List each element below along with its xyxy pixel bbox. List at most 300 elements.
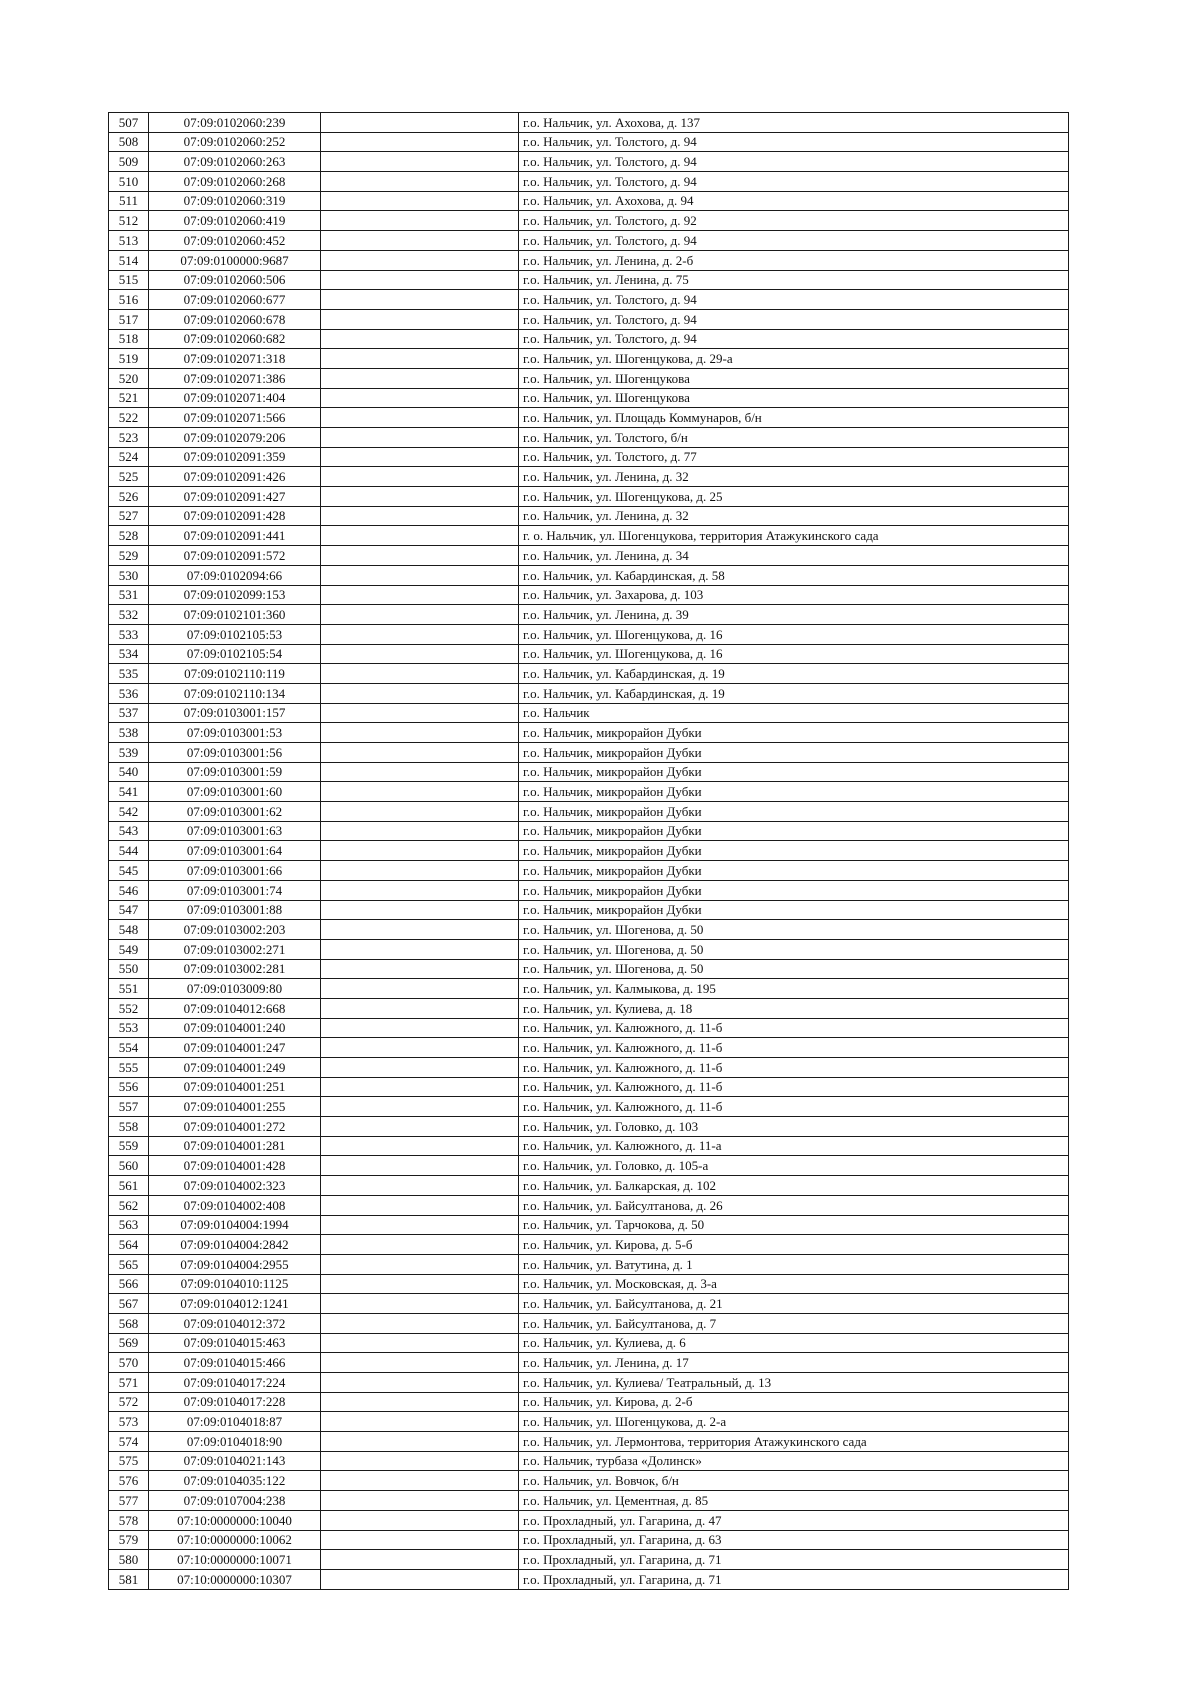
table-row bbox=[109, 526, 1069, 546]
row-number: 568 bbox=[109, 1313, 149, 1333]
cadastral-number: 07:09:0104012:1241 bbox=[149, 1294, 321, 1314]
empty-cell bbox=[321, 1451, 519, 1471]
table-row bbox=[109, 1392, 1069, 1412]
row-number: 581 bbox=[109, 1569, 149, 1589]
empty-cell bbox=[321, 1097, 519, 1117]
address: г.о. Нальчик, ул. Толстого, д. 94 bbox=[519, 231, 1069, 251]
empty-cell bbox=[321, 861, 519, 881]
address: г.о. Прохладный, ул. Гагарина, д. 71 bbox=[519, 1550, 1069, 1570]
empty-cell bbox=[321, 979, 519, 999]
table-row bbox=[109, 683, 1069, 703]
row-number: 562 bbox=[109, 1195, 149, 1215]
address: г.о. Прохладный, ул. Гагарина, д. 63 bbox=[519, 1530, 1069, 1550]
row-number: 552 bbox=[109, 998, 149, 1018]
cadastral-number: 07:09:0102060:506 bbox=[149, 270, 321, 290]
empty-cell bbox=[321, 1274, 519, 1294]
address: г.о. Нальчик, ул. Балкарская, д. 102 bbox=[519, 1176, 1069, 1196]
table-row bbox=[109, 487, 1069, 507]
row-number: 538 bbox=[109, 723, 149, 743]
empty-cell bbox=[321, 1058, 519, 1078]
cadastral-number: 07:09:0104002:323 bbox=[149, 1176, 321, 1196]
cadastral-number: 07:09:0102105:53 bbox=[149, 624, 321, 644]
row-number: 579 bbox=[109, 1530, 149, 1550]
table-row bbox=[109, 1097, 1069, 1117]
row-number: 509 bbox=[109, 152, 149, 172]
cadastral-number: 07:09:0102060:452 bbox=[149, 231, 321, 251]
cadastral-number: 07:09:0104021:143 bbox=[149, 1451, 321, 1471]
table-row bbox=[109, 329, 1069, 349]
empty-cell bbox=[321, 467, 519, 487]
address: г.о. Нальчик, ул. Ахохова, д. 137 bbox=[519, 113, 1069, 133]
address: г.о. Нальчик, ул. Кулиева, д. 18 bbox=[519, 998, 1069, 1018]
table-row bbox=[109, 1333, 1069, 1353]
address: г.о. Нальчик, ул. Ленина, д. 17 bbox=[519, 1353, 1069, 1373]
address: г.о. Нальчик, ул. Тарчокова, д. 50 bbox=[519, 1215, 1069, 1235]
registry-table bbox=[108, 112, 1069, 1590]
cadastral-number: 07:09:0102060:239 bbox=[149, 113, 321, 133]
cadastral-number: 07:09:0102071:386 bbox=[149, 368, 321, 388]
address: г.о. Нальчик, ул. Кабардинская, д. 58 bbox=[519, 565, 1069, 585]
cadastral-number: 07:09:0102060:268 bbox=[149, 172, 321, 192]
empty-cell bbox=[321, 1136, 519, 1156]
table-row bbox=[109, 1373, 1069, 1393]
row-number: 510 bbox=[109, 172, 149, 192]
row-number: 533 bbox=[109, 624, 149, 644]
cadastral-number: 07:09:0107004:238 bbox=[149, 1491, 321, 1511]
row-number: 529 bbox=[109, 546, 149, 566]
address: г.о. Нальчик, ул. Калюжного, д. 11-б bbox=[519, 1058, 1069, 1078]
address: г.о. Нальчик, микрорайон Дубки bbox=[519, 880, 1069, 900]
empty-cell bbox=[321, 1569, 519, 1589]
cadastral-number: 07:09:0104018:87 bbox=[149, 1412, 321, 1432]
address: г.о. Нальчик, ул. Калюжного, д. 11-а bbox=[519, 1136, 1069, 1156]
cadastral-number: 07:09:0102110:119 bbox=[149, 664, 321, 684]
cadastral-number: 07:09:0102094:66 bbox=[149, 565, 321, 585]
row-number: 556 bbox=[109, 1077, 149, 1097]
empty-cell bbox=[321, 821, 519, 841]
row-number: 555 bbox=[109, 1058, 149, 1078]
cadastral-number: 07:09:0103001:53 bbox=[149, 723, 321, 743]
cadastral-number: 07:10:0000000:10040 bbox=[149, 1510, 321, 1530]
table-row bbox=[109, 664, 1069, 684]
empty-cell bbox=[321, 368, 519, 388]
address: г.о. Нальчик, ул. Толстого, д. 94 bbox=[519, 329, 1069, 349]
cadastral-number: 07:09:0104001:247 bbox=[149, 1038, 321, 1058]
empty-cell bbox=[321, 1530, 519, 1550]
empty-cell bbox=[321, 585, 519, 605]
empty-cell bbox=[321, 565, 519, 585]
table-row bbox=[109, 1510, 1069, 1530]
address: г.о. Нальчик, ул. Захарова, д. 103 bbox=[519, 585, 1069, 605]
address: г.о. Нальчик, ул. Головко, д. 105-а bbox=[519, 1156, 1069, 1176]
row-number: 576 bbox=[109, 1471, 149, 1491]
cadastral-number: 07:09:0103002:271 bbox=[149, 939, 321, 959]
address: г.о. Нальчик, ул. Кабардинская, д. 19 bbox=[519, 664, 1069, 684]
row-number: 514 bbox=[109, 250, 149, 270]
row-number: 553 bbox=[109, 1018, 149, 1038]
row-number: 519 bbox=[109, 349, 149, 369]
cadastral-number: 07:09:0102071:566 bbox=[149, 408, 321, 428]
table-row bbox=[109, 368, 1069, 388]
row-number: 572 bbox=[109, 1392, 149, 1412]
table-row bbox=[109, 1550, 1069, 1570]
cadastral-number: 07:09:0102091:426 bbox=[149, 467, 321, 487]
row-number: 512 bbox=[109, 211, 149, 231]
empty-cell bbox=[321, 270, 519, 290]
row-number: 541 bbox=[109, 782, 149, 802]
address: г.о. Нальчик, ул. Ленина, д. 34 bbox=[519, 546, 1069, 566]
table-row bbox=[109, 1432, 1069, 1452]
empty-cell bbox=[321, 1156, 519, 1176]
row-number: 507 bbox=[109, 113, 149, 133]
address: г.о. Нальчик, ул. Калюжного, д. 11-б bbox=[519, 1018, 1069, 1038]
empty-cell bbox=[321, 1294, 519, 1314]
address: г.о. Нальчик, ул. Толстого, д. 94 bbox=[519, 132, 1069, 152]
address: г.о. Нальчик, ул. Ленина, д. 32 bbox=[519, 506, 1069, 526]
cadastral-number: 07:09:0104012:372 bbox=[149, 1313, 321, 1333]
row-number: 531 bbox=[109, 585, 149, 605]
table-row bbox=[109, 231, 1069, 251]
empty-cell bbox=[321, 1392, 519, 1412]
row-number: 557 bbox=[109, 1097, 149, 1117]
cadastral-number: 07:10:0000000:10062 bbox=[149, 1530, 321, 1550]
address: г.о. Нальчик, микрорайон Дубки bbox=[519, 802, 1069, 822]
address: г.о. Нальчик, ул. Шогенцукова bbox=[519, 368, 1069, 388]
row-number: 525 bbox=[109, 467, 149, 487]
row-number: 575 bbox=[109, 1451, 149, 1471]
cadastral-number: 07:09:0103009:80 bbox=[149, 979, 321, 999]
empty-cell bbox=[321, 998, 519, 1018]
empty-cell bbox=[321, 113, 519, 133]
address: г.о. Нальчик, ул. Байсултанова, д. 21 bbox=[519, 1294, 1069, 1314]
table-row bbox=[109, 546, 1069, 566]
row-number: 534 bbox=[109, 644, 149, 664]
row-number: 530 bbox=[109, 565, 149, 585]
cadastral-number: 07:09:0104017:228 bbox=[149, 1392, 321, 1412]
address: г.о. Нальчик, ул. Калюжного, д. 11-б bbox=[519, 1077, 1069, 1097]
empty-cell bbox=[321, 1471, 519, 1491]
cadastral-number: 07:09:0103002:203 bbox=[149, 920, 321, 940]
empty-cell bbox=[321, 1235, 519, 1255]
empty-cell bbox=[321, 231, 519, 251]
cadastral-number: 07:09:0104004:1994 bbox=[149, 1215, 321, 1235]
row-number: 523 bbox=[109, 428, 149, 448]
empty-cell bbox=[321, 802, 519, 822]
cadastral-number: 07:09:0102060:319 bbox=[149, 191, 321, 211]
table-row bbox=[109, 782, 1069, 802]
table-row bbox=[109, 211, 1069, 231]
table-row bbox=[109, 132, 1069, 152]
address: г.о. Нальчик, ул. Шогенцукова, д. 16 bbox=[519, 624, 1069, 644]
empty-cell bbox=[321, 1510, 519, 1530]
empty-cell bbox=[321, 211, 519, 231]
table-row bbox=[109, 959, 1069, 979]
address: г.о. Нальчик, ул. Ленина, д. 75 bbox=[519, 270, 1069, 290]
table-row bbox=[109, 743, 1069, 763]
address: г.о. Нальчик, микрорайон Дубки bbox=[519, 861, 1069, 881]
empty-cell bbox=[321, 329, 519, 349]
table-row bbox=[109, 428, 1069, 448]
empty-cell bbox=[321, 762, 519, 782]
cadastral-number: 07:09:0103001:59 bbox=[149, 762, 321, 782]
row-number: 520 bbox=[109, 368, 149, 388]
table-row bbox=[109, 1569, 1069, 1589]
table-row bbox=[109, 447, 1069, 467]
table-row bbox=[109, 861, 1069, 881]
row-number: 528 bbox=[109, 526, 149, 546]
address: г.о. Нальчик, микрорайон Дубки bbox=[519, 841, 1069, 861]
address: г.о. Нальчик, ул. Шогенцукова, д. 2-а bbox=[519, 1412, 1069, 1432]
table-row bbox=[109, 703, 1069, 723]
address: г.о. Нальчик, микрорайон Дубки bbox=[519, 821, 1069, 841]
address: г.о. Нальчик, микрорайон Дубки bbox=[519, 782, 1069, 802]
row-number: 508 bbox=[109, 132, 149, 152]
row-number: 516 bbox=[109, 290, 149, 310]
empty-cell bbox=[321, 1313, 519, 1333]
cadastral-number: 07:09:0102091:428 bbox=[149, 506, 321, 526]
table-row bbox=[109, 1058, 1069, 1078]
row-number: 554 bbox=[109, 1038, 149, 1058]
address: г.о. Нальчик, ул. Байсултанова, д. 7 bbox=[519, 1313, 1069, 1333]
empty-cell bbox=[321, 1491, 519, 1511]
address: г.о. Нальчик bbox=[519, 703, 1069, 723]
row-number: 559 bbox=[109, 1136, 149, 1156]
empty-cell bbox=[321, 644, 519, 664]
address: г.о. Нальчик, ул. Головко, д. 103 bbox=[519, 1117, 1069, 1137]
address: г.о. Нальчик, ул. Кирова, д. 5-б bbox=[519, 1235, 1069, 1255]
address: г.о. Нальчик, ул. Толстого, д. 77 bbox=[519, 447, 1069, 467]
empty-cell bbox=[321, 1077, 519, 1097]
cadastral-number: 07:09:0102060:677 bbox=[149, 290, 321, 310]
row-number: 537 bbox=[109, 703, 149, 723]
table-row bbox=[109, 191, 1069, 211]
row-number: 544 bbox=[109, 841, 149, 861]
cadastral-number: 07:09:0102060:682 bbox=[149, 329, 321, 349]
row-number: 536 bbox=[109, 683, 149, 703]
row-number: 573 bbox=[109, 1412, 149, 1432]
cadastral-number: 07:09:0104001:255 bbox=[149, 1097, 321, 1117]
row-number: 542 bbox=[109, 802, 149, 822]
table-row bbox=[109, 624, 1069, 644]
cadastral-number: 07:09:0104010:1125 bbox=[149, 1274, 321, 1294]
row-number: 540 bbox=[109, 762, 149, 782]
cadastral-number: 07:10:0000000:10307 bbox=[149, 1569, 321, 1589]
table-row bbox=[109, 1412, 1069, 1432]
cadastral-number: 07:09:0102071:404 bbox=[149, 388, 321, 408]
table-row bbox=[109, 1038, 1069, 1058]
cadastral-number: 07:09:0102060:252 bbox=[149, 132, 321, 152]
table-row bbox=[109, 1136, 1069, 1156]
address: г.о. Нальчик, ул. Ленина, д. 39 bbox=[519, 605, 1069, 625]
row-number: 549 bbox=[109, 939, 149, 959]
empty-cell bbox=[321, 487, 519, 507]
table-row bbox=[109, 605, 1069, 625]
table-row bbox=[109, 388, 1069, 408]
row-number: 517 bbox=[109, 309, 149, 329]
address: г.о. Нальчик, ул. Толстого, д. 94 bbox=[519, 172, 1069, 192]
cadastral-number: 07:09:0102099:153 bbox=[149, 585, 321, 605]
cadastral-number: 07:10:0000000:10071 bbox=[149, 1550, 321, 1570]
row-number: 526 bbox=[109, 487, 149, 507]
empty-cell bbox=[321, 172, 519, 192]
table-row bbox=[109, 998, 1069, 1018]
empty-cell bbox=[321, 880, 519, 900]
cadastral-number: 07:09:0103001:62 bbox=[149, 802, 321, 822]
table-row bbox=[109, 900, 1069, 920]
row-number: 522 bbox=[109, 408, 149, 428]
address: г.о. Нальчик, ул. Вовчок, б/н bbox=[519, 1471, 1069, 1491]
empty-cell bbox=[321, 723, 519, 743]
table-row bbox=[109, 1018, 1069, 1038]
table-row bbox=[109, 309, 1069, 329]
address: г.о. Нальчик, ул. Ахохова, д. 94 bbox=[519, 191, 1069, 211]
row-number: 513 bbox=[109, 231, 149, 251]
table-row bbox=[109, 585, 1069, 605]
cadastral-number: 07:09:0104004:2842 bbox=[149, 1235, 321, 1255]
address: г.о. Нальчик, ул. Ватутина, д. 1 bbox=[519, 1254, 1069, 1274]
cadastral-number: 07:09:0104001:240 bbox=[149, 1018, 321, 1038]
empty-cell bbox=[321, 1353, 519, 1373]
cadastral-number: 07:09:0102101:360 bbox=[149, 605, 321, 625]
table-row bbox=[109, 1215, 1069, 1235]
cadastral-number: 07:09:0102091:427 bbox=[149, 487, 321, 507]
row-number: 574 bbox=[109, 1432, 149, 1452]
address: г.о. Нальчик, ул. Шогенова, д. 50 bbox=[519, 959, 1069, 979]
row-number: 548 bbox=[109, 920, 149, 940]
table-row bbox=[109, 1235, 1069, 1255]
table-row bbox=[109, 841, 1069, 861]
row-number: 551 bbox=[109, 979, 149, 999]
address: г.о. Нальчик, ул. Калюжного, д. 11-б bbox=[519, 1038, 1069, 1058]
empty-cell bbox=[321, 408, 519, 428]
empty-cell bbox=[321, 939, 519, 959]
empty-cell bbox=[321, 782, 519, 802]
address: г.о. Нальчик, ул. Московская, д. 3-а bbox=[519, 1274, 1069, 1294]
cadastral-number: 07:09:0104004:2955 bbox=[149, 1254, 321, 1274]
empty-cell bbox=[321, 1117, 519, 1137]
table-row bbox=[109, 565, 1069, 585]
row-number: 560 bbox=[109, 1156, 149, 1176]
address: г.о. Нальчик, микрорайон Дубки bbox=[519, 900, 1069, 920]
row-number: 550 bbox=[109, 959, 149, 979]
address: г.о. Нальчик, ул. Кабардинская, д. 19 bbox=[519, 683, 1069, 703]
table-row bbox=[109, 1471, 1069, 1491]
empty-cell bbox=[321, 132, 519, 152]
table-row bbox=[109, 1077, 1069, 1097]
empty-cell bbox=[321, 703, 519, 723]
row-number: 532 bbox=[109, 605, 149, 625]
cadastral-number: 07:09:0103001:66 bbox=[149, 861, 321, 881]
cadastral-number: 07:09:0104017:224 bbox=[149, 1373, 321, 1393]
table-row bbox=[109, 939, 1069, 959]
cadastral-number: 07:09:0103001:74 bbox=[149, 880, 321, 900]
table-row bbox=[109, 1156, 1069, 1176]
empty-cell bbox=[321, 1195, 519, 1215]
cadastral-number: 07:09:0102091:572 bbox=[149, 546, 321, 566]
address: г.о. Нальчик, микрорайон Дубки bbox=[519, 743, 1069, 763]
row-number: 518 bbox=[109, 329, 149, 349]
cadastral-number: 07:09:0103001:56 bbox=[149, 743, 321, 763]
table-row bbox=[109, 172, 1069, 192]
address: г.о. Нальчик, турбаза «Долинск» bbox=[519, 1451, 1069, 1471]
table-row bbox=[109, 1530, 1069, 1550]
row-number: 521 bbox=[109, 388, 149, 408]
address: г.о. Нальчик, ул. Площадь Коммунаров, б/н bbox=[519, 408, 1069, 428]
empty-cell bbox=[321, 526, 519, 546]
cadastral-number: 07:09:0103001:63 bbox=[149, 821, 321, 841]
empty-cell bbox=[321, 1373, 519, 1393]
empty-cell bbox=[321, 664, 519, 684]
table-row bbox=[109, 250, 1069, 270]
empty-cell bbox=[321, 349, 519, 369]
cadastral-number: 07:09:0104001:251 bbox=[149, 1077, 321, 1097]
table-row bbox=[109, 290, 1069, 310]
address: г.о. Нальчик, ул. Толстого, д. 94 bbox=[519, 290, 1069, 310]
cadastral-number: 07:09:0102060:419 bbox=[149, 211, 321, 231]
row-number: 561 bbox=[109, 1176, 149, 1196]
empty-cell bbox=[321, 605, 519, 625]
table-row bbox=[109, 880, 1069, 900]
cadastral-number: 07:09:0104002:408 bbox=[149, 1195, 321, 1215]
cadastral-number: 07:09:0102079:206 bbox=[149, 428, 321, 448]
address: г.о. Нальчик, ул. Толстого, б/н bbox=[519, 428, 1069, 448]
empty-cell bbox=[321, 959, 519, 979]
table-row bbox=[109, 1294, 1069, 1314]
row-number: 578 bbox=[109, 1510, 149, 1530]
registry-body bbox=[109, 113, 1069, 1590]
table-row bbox=[109, 802, 1069, 822]
empty-cell bbox=[321, 447, 519, 467]
empty-cell bbox=[321, 546, 519, 566]
cadastral-number: 07:09:0104035:122 bbox=[149, 1471, 321, 1491]
row-number: 564 bbox=[109, 1235, 149, 1255]
row-number: 567 bbox=[109, 1294, 149, 1314]
address: г.о. Нальчик, ул. Шогенова, д. 50 bbox=[519, 939, 1069, 959]
table-row bbox=[109, 1195, 1069, 1215]
cadastral-number: 07:09:0100000:9687 bbox=[149, 250, 321, 270]
table-row bbox=[109, 979, 1069, 999]
row-number: 569 bbox=[109, 1333, 149, 1353]
cadastral-number: 07:09:0103001:60 bbox=[149, 782, 321, 802]
empty-cell bbox=[321, 1215, 519, 1235]
row-number: 566 bbox=[109, 1274, 149, 1294]
address: г.о. Нальчик, ул. Шогенцукова bbox=[519, 388, 1069, 408]
table-row bbox=[109, 1274, 1069, 1294]
cadastral-number: 07:09:0104015:463 bbox=[149, 1333, 321, 1353]
address: г.о. Нальчик, ул. Кулиева/ Театральный, д. 13 bbox=[519, 1373, 1069, 1393]
empty-cell bbox=[321, 1412, 519, 1432]
table-row bbox=[109, 1117, 1069, 1137]
address: г.о. Нальчик, микрорайон Дубки bbox=[519, 762, 1069, 782]
row-number: 577 bbox=[109, 1491, 149, 1511]
cadastral-number: 07:09:0102060:263 bbox=[149, 152, 321, 172]
address: г.о. Нальчик, ул. Лермонтова, территория Атажукинского сада bbox=[519, 1432, 1069, 1452]
table-row bbox=[109, 1491, 1069, 1511]
cadastral-number: 07:09:0104001:428 bbox=[149, 1156, 321, 1176]
empty-cell bbox=[321, 1333, 519, 1353]
address: г.о. Нальчик, ул. Калюжного, д. 11-б bbox=[519, 1097, 1069, 1117]
address: г.о. Нальчик, ул. Толстого, д. 94 bbox=[519, 309, 1069, 329]
cadastral-number: 07:09:0104001:272 bbox=[149, 1117, 321, 1137]
address: г.о. Нальчик, ул. Шогенцукова, д. 16 bbox=[519, 644, 1069, 664]
row-number: 539 bbox=[109, 743, 149, 763]
address: г.о. Нальчик, ул. Ленина, д. 32 bbox=[519, 467, 1069, 487]
empty-cell bbox=[321, 191, 519, 211]
row-number: 558 bbox=[109, 1117, 149, 1137]
table-row bbox=[109, 644, 1069, 664]
address: г.о. Нальчик, ул. Толстого, д. 92 bbox=[519, 211, 1069, 231]
empty-cell bbox=[321, 388, 519, 408]
